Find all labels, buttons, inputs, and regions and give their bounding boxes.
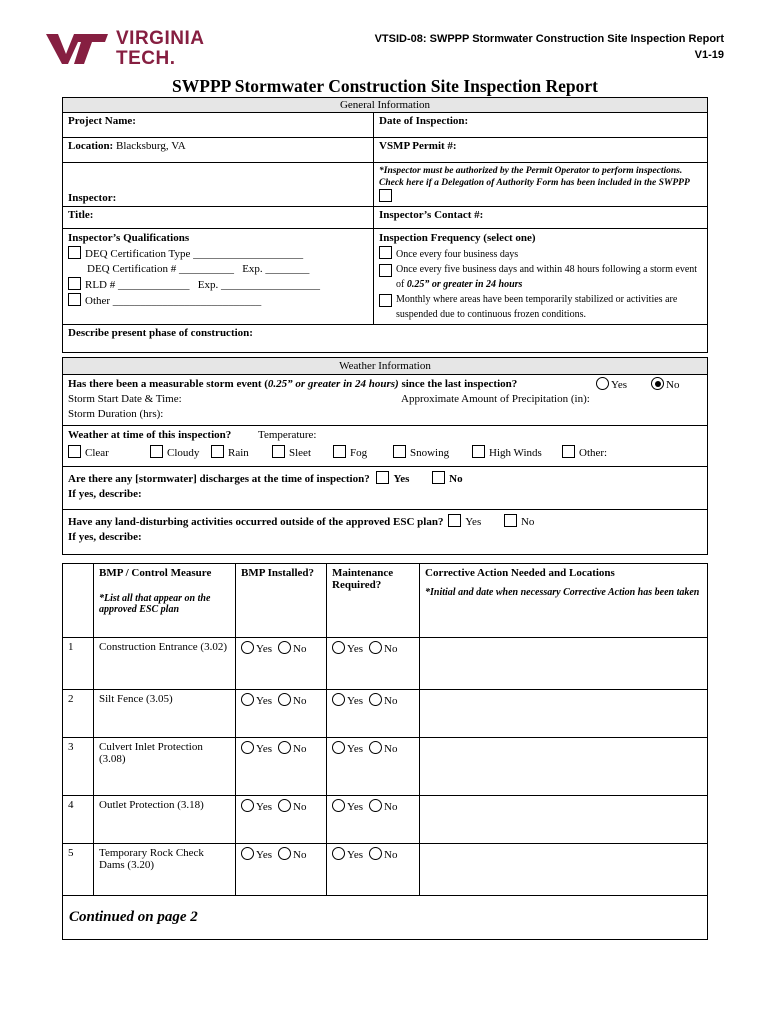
rld-label: RLD # _____________ [85, 279, 190, 291]
table-row [63, 738, 708, 796]
table-row [63, 844, 708, 896]
inspector-contact-cell[interactable] [374, 207, 708, 229]
condition-high-winds[interactable]: High Winds [472, 445, 542, 461]
project-name-cell[interactable] [63, 113, 374, 138]
project-name-label: Project Name: [68, 115, 136, 127]
condition-rain[interactable]: Rain [211, 445, 249, 461]
doc-id: VTSID-08: SWPPP Stormwater Construction Site Inspection Report [374, 33, 724, 45]
installed-options: Yes No [236, 738, 327, 796]
inspector-label: Inspector: [68, 192, 117, 204]
weather-heading: Weather Information [63, 358, 708, 375]
maintenance-yes-radio[interactable] [332, 693, 345, 706]
maintenance-options: Yes No [327, 844, 420, 896]
row-number: 4 [63, 796, 94, 844]
land-no-checkbox[interactable] [504, 514, 517, 527]
maintenance-options: Yes No [327, 738, 420, 796]
freq-2-checkbox[interactable] [379, 264, 392, 277]
land-yes-checkbox[interactable] [448, 514, 461, 527]
continued-note: Continued on page 2 [69, 909, 198, 925]
title-cell[interactable] [63, 207, 374, 229]
corrective-action-cell[interactable] [420, 738, 708, 796]
general-info-table [62, 97, 708, 353]
location-label: Location: [68, 140, 114, 152]
vt-logo [44, 28, 219, 68]
storm-start-label: Storm Start Date & Time: [68, 393, 182, 405]
installed-options: Yes No [236, 690, 327, 738]
installed-yes-radio[interactable] [241, 641, 254, 654]
storm-no-option[interactable]: No [651, 377, 679, 393]
bmp-table [62, 563, 708, 940]
freq-2-threshold: 0.25” or greater in 24 hours [406, 279, 523, 290]
storm-question: Has there been a measurable storm event (0.25” or greater in 24 hours) since the last inspection? [68, 378, 518, 390]
maintenance-yes-radio[interactable] [332, 799, 345, 812]
maintenance-no-radio[interactable] [369, 847, 382, 860]
other-qual-label: Other ___________________________ [85, 295, 262, 307]
precip-label: Approximate Amount of Precipitation (in): [401, 393, 590, 405]
row-number: 3 [63, 738, 94, 796]
installed-yes-radio[interactable] [241, 799, 254, 812]
location-value: Blacksburg, VA [115, 140, 186, 152]
deq-exp-label: Exp. ________ [242, 263, 310, 275]
corrective-action-cell[interactable] [420, 796, 708, 844]
row-bmp-name: Culvert Inlet Protection (3.08) [94, 738, 236, 796]
weather-table [62, 357, 708, 555]
installed-yes-radio[interactable] [241, 741, 254, 754]
discharge-cell: Are there any [stormwater] discharges at the time of inspection? Yes No If yes, describe: [63, 467, 708, 510]
freq-1-label: Once every four business days [396, 249, 519, 260]
vsmp-permit-cell[interactable] [374, 138, 708, 163]
maintenance-yes-radio[interactable] [332, 741, 345, 754]
frequency-label: Inspection Frequency (select one) [379, 232, 536, 244]
table-row [63, 690, 708, 738]
condition-other[interactable]: Other: [562, 445, 607, 461]
phase-label: Describe present phase of construction: [68, 327, 253, 339]
phase-cell[interactable] [63, 325, 708, 353]
rld-exp-label: Exp. __________________ [197, 279, 320, 291]
discharge-question: Are there any [stormwater] discharges at the time of inspection? [68, 473, 370, 485]
corrective-action-cell[interactable] [420, 844, 708, 896]
condition-cloudy[interactable]: Cloudy [150, 445, 199, 461]
logo-line1: VIRGINIA [116, 28, 205, 49]
installed-yes-radio[interactable] [241, 693, 254, 706]
row-bmp-name: Outlet Protection (3.18) [94, 796, 236, 844]
conditions-cell [63, 426, 708, 467]
storm-yes-radio[interactable] [596, 377, 609, 390]
bmp-maintenance-header: Maintenance Required? [327, 564, 420, 638]
date-of-inspection-cell[interactable] [374, 113, 708, 138]
delegation-checkbox[interactable] [379, 189, 392, 202]
page-title: SWPPP Stormwater Construction Site Inspection Report [172, 76, 598, 96]
maintenance-options: Yes No [327, 796, 420, 844]
logo-line2: TECH. [116, 48, 176, 69]
bmp-measure-header: BMP / Control Measure *List all that appear on the approved ESC plan [94, 564, 236, 638]
date-of-inspection-label: Date of Inspection: [379, 115, 469, 127]
deq-type-checkbox[interactable] [68, 246, 81, 259]
storm-cell [63, 375, 708, 426]
row-bmp-name: Temporary Rock Check Dams (3.20) [94, 844, 236, 896]
condition-snowing[interactable]: Snowing [393, 445, 449, 461]
maintenance-options: Yes No [327, 638, 420, 690]
bmp-corrective-note: *Initial and date when necessary Corrective Action has been taken [425, 587, 700, 598]
installed-no-radio[interactable] [278, 693, 291, 706]
maintenance-options: Yes No [327, 690, 420, 738]
freq-3-checkbox[interactable] [379, 294, 392, 307]
deq-num-label: DEQ Certification # __________ [87, 263, 234, 275]
bmp-installed-header: BMP Installed? [236, 564, 327, 638]
corrective-action-cell[interactable] [420, 638, 708, 690]
installed-options: Yes No [236, 638, 327, 690]
inspector-cell[interactable] [63, 163, 374, 207]
condition-fog[interactable]: Fog [333, 445, 367, 461]
maintenance-no-radio[interactable] [369, 799, 382, 812]
row-bmp-name: Silt Fence (3.05) [94, 690, 236, 738]
location-cell[interactable] [63, 138, 374, 163]
maintenance-no-radio[interactable] [369, 741, 382, 754]
storm-no-radio[interactable] [651, 377, 664, 390]
land-describe-label: If yes, describe: [68, 531, 142, 543]
title-label: Title: [68, 209, 94, 221]
doc-version: V1-19 [694, 49, 724, 61]
maintenance-yes-radio[interactable] [332, 641, 345, 654]
maintenance-no-radio[interactable] [369, 693, 382, 706]
installed-no-radio[interactable] [278, 641, 291, 654]
weather-at-time-label: Weather at time of this inspection? [68, 429, 232, 441]
installed-yes-radio[interactable] [241, 847, 254, 860]
row-number: 1 [63, 638, 94, 690]
storm-yes-option[interactable]: Yes [596, 377, 627, 393]
bmp-measure-note: *List all that appear on the approved ESC plan [99, 593, 211, 615]
deq-type-label: DEQ Certification Type ____________________ [85, 248, 304, 260]
installed-no-radio[interactable] [278, 799, 291, 812]
table-row [63, 638, 708, 690]
general-info-heading: General Information [63, 98, 708, 113]
freq-1-checkbox[interactable] [379, 246, 392, 259]
other-qual-checkbox[interactable] [68, 293, 81, 306]
inspector-note-cell [374, 163, 708, 207]
installed-no-radio[interactable] [278, 847, 291, 860]
freq-2-label: Once every five business days and within 48 hours following a storm event of [396, 264, 698, 290]
row-bmp-name: Construction Entrance (3.02) [94, 638, 236, 690]
vsmp-permit-label: VSMP Permit #: [379, 140, 457, 152]
qualifications-cell [63, 229, 374, 325]
maintenance-no-radio[interactable] [369, 641, 382, 654]
storm-duration-label: Storm Duration (hrs): [68, 408, 164, 420]
discharge-describe-label: If yes, describe: [68, 488, 142, 500]
rld-checkbox[interactable] [68, 277, 81, 290]
row-number: 2 [63, 690, 94, 738]
inspector-contact-label: Inspector’s Contact #: [379, 209, 484, 221]
condition-clear[interactable]: Clear [68, 445, 109, 461]
inspector-note: *Inspector must be authorized by the Permit Operator to perform inspections. Check here if a Delegation of Authority Form has been included in the SWPPP [379, 166, 690, 188]
corrective-action-cell[interactable] [420, 690, 708, 738]
land-disturbing-question: Have any land-disturbing activities occurred outside of the approved ESC plan? [68, 516, 444, 528]
bmp-corrective-header: Corrective Action Needed and Locations *Initial and date when necessary Corrective Action has been taken [420, 564, 708, 638]
installed-options: Yes No [236, 844, 327, 896]
temperature-label: Temperature: [258, 429, 317, 441]
row-number: 5 [63, 844, 94, 896]
maintenance-yes-radio[interactable] [332, 847, 345, 860]
discharge-yes-checkbox[interactable] [376, 471, 389, 484]
qualifications-label: Inspector’s Qualifications [68, 232, 190, 244]
vt-logo-mark-icon [44, 30, 110, 66]
installed-options: Yes No [236, 796, 327, 844]
land-disturbing-cell: Have any land-disturbing activities occurred outside of the approved ESC plan? Yes No If yes, describe: [63, 510, 708, 555]
installed-no-radio[interactable] [278, 741, 291, 754]
continued-cell [63, 896, 708, 940]
table-row [63, 796, 708, 844]
condition-sleet[interactable]: Sleet [272, 445, 311, 461]
discharge-no-checkbox[interactable] [432, 471, 445, 484]
frequency-cell [374, 229, 708, 325]
freq-3-label: Monthly where areas have been temporarily stabilized or activities are suspended due to continuous frozen conditions. [396, 294, 678, 320]
